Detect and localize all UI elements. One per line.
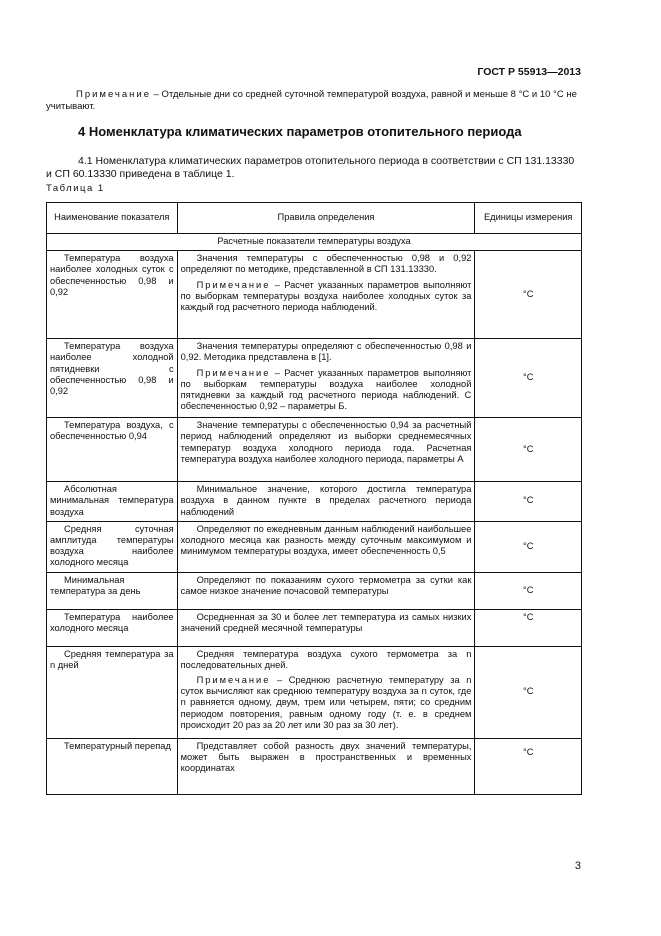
param-name xyxy=(47,251,178,339)
param-name xyxy=(47,418,178,482)
header-name: Наименование показателя xyxy=(47,203,178,234)
param-name-text: Средняя температура за n дней xyxy=(50,648,174,670)
table-header-row xyxy=(47,203,582,234)
table-row xyxy=(47,418,582,482)
param-rule xyxy=(177,609,475,646)
rule-text: Представляет собой разность двух значений температуры, может быть выражен в пространственных и временных координатах xyxy=(180,740,472,774)
header-unit: Единицы измерения xyxy=(475,203,582,234)
param-rule xyxy=(177,418,475,482)
note-label: Примечание xyxy=(196,367,271,378)
note-label: Примечание xyxy=(196,279,271,290)
section-row-label: Расчетные показатели температуры воздуха xyxy=(47,234,582,251)
param-unit: °С xyxy=(475,738,582,794)
page-number: 3 xyxy=(574,860,581,872)
param-rule xyxy=(177,646,475,738)
paragraph-4-1 xyxy=(46,155,581,181)
param-name-text: Минимальная температура за день xyxy=(50,574,141,596)
rule-text: Значение температуры с обеспеченностью 0,94 за расчетный период наблюдений определяют из выборки среднемесячных температур воздуха холодного периода года. Расчетная температура воздуха наиболее холодного периода, параметры А xyxy=(180,420,472,464)
table-row xyxy=(47,521,582,572)
paragraph-4-1-text: 4.1 Номенклатура климатических параметров отопительного периода в соответствии с СП 131.13330 и СП 60.13330 приведена в таблице 1. xyxy=(46,155,575,180)
table-caption: Таблица 1 xyxy=(46,183,105,194)
param-name-text: Температура воздуха наиболее холодной пятидневки с обеспеченностью 0,98 и 0,92 xyxy=(50,341,174,397)
param-rule xyxy=(177,738,475,794)
table-row xyxy=(47,482,582,522)
rule-text: Значения температуры с обеспеченностью 0,98 и 0,92 определяют по методике, представленной в СП 131.13330. xyxy=(180,253,472,275)
table-row xyxy=(47,646,582,738)
param-unit: °С xyxy=(475,646,582,738)
param-name-text: Средняя суточная амплитуда температуры воздуха наиболее холодного месяца xyxy=(50,523,174,568)
param-name-text: Абсолютная минимальная температура воздуха xyxy=(50,484,174,517)
rule-text: Средняя температура воздуха сухого термометра за n последовательных дней. xyxy=(180,648,472,670)
param-unit: °С xyxy=(475,482,582,522)
header-rule: Правила определения xyxy=(177,203,475,234)
param-name xyxy=(47,646,178,738)
note-text: – Среднюю расчетную температуру за n суток вычисляют как среднюю температуру воздуха за n суток, где n равняется одному, двум, трем или четырем, пяти; со средним периодом повторения, равным одному году (т. е. в среднем происходит 20 раз за 20 лет или 30 раз за 30 лет). xyxy=(180,675,472,730)
rule-note xyxy=(181,675,472,731)
document-code: ГОСТ Р 55913—2013 xyxy=(477,66,581,78)
param-name-text: Температура наиболее холодного месяца xyxy=(50,611,174,633)
param-name xyxy=(47,339,178,418)
param-unit: °С xyxy=(475,251,582,339)
param-unit: °С xyxy=(475,572,582,609)
climate-parameters-table xyxy=(46,202,582,795)
section-title: 4 Номенклатура климатических параметров отопительного периода xyxy=(78,124,522,139)
param-unit: °С xyxy=(475,609,582,646)
param-name xyxy=(47,738,178,794)
table-row xyxy=(47,339,582,418)
param-rule xyxy=(177,251,475,339)
rule-text: Значения температуры определяют с обеспеченностью 0,98 и 0,92. Методика представлена в [1]. xyxy=(180,341,472,363)
rule-text: Минимальное значение, которого достигла температура воздуха в данном пункте в пределах расчетного периода наблюдений xyxy=(180,484,472,517)
param-rule xyxy=(177,482,475,522)
rule-text: Определяют по показаниям сухого термометра за сутки как самое низкое значение почасовой температуры xyxy=(180,574,472,596)
param-name-text: Температура воздуха наиболее холодных суток с обеспеченностью 0,98 и 0,92 xyxy=(50,253,174,297)
param-unit: °С xyxy=(475,418,582,482)
param-name-text: Температурный перепад xyxy=(64,740,171,751)
note-paragraph xyxy=(46,89,581,113)
rule-note xyxy=(181,368,472,413)
param-name xyxy=(47,609,178,646)
rule-text: Осредненная за 30 и более лет температура из самых низких значений средней месячной температуры xyxy=(180,611,472,633)
table-row xyxy=(47,609,582,646)
param-rule xyxy=(177,339,475,418)
param-name xyxy=(47,521,178,572)
rule-text: Определяют по ежедневным данным наблюдений наибольшее холодного месяца как разность между суточным максимумом и минимумом температуры воздуха, имеет обеспеченность 0,5 xyxy=(180,523,472,557)
param-name xyxy=(47,482,178,522)
table-row xyxy=(47,251,582,339)
table-row xyxy=(47,738,582,794)
note-text: – Расчет указанных параметров выполняют по выборкам температуры воздуха наиболее холодной пятидневки за каждый год расчетного периода наблюдений. С обеспеченностью 0,92 – параметры Б. xyxy=(180,367,472,412)
param-rule xyxy=(177,572,475,609)
table-row xyxy=(47,572,582,609)
param-name-text: Температура воздуха, с обеспеченностью 0,94 xyxy=(50,420,174,442)
param-rule xyxy=(177,521,475,572)
note-label: Примечание xyxy=(76,89,151,100)
note-text: – Расчет указанных параметров выполняют по выборкам температуры воздуха наиболее холодных суток за каждый год расчетного периода наблюдений. xyxy=(180,279,472,313)
param-unit: °С xyxy=(475,521,582,572)
note-label: Примечание xyxy=(196,675,271,686)
param-name xyxy=(47,572,178,609)
rule-note xyxy=(181,280,472,314)
table-section-row xyxy=(47,234,582,251)
param-unit: °С xyxy=(475,339,582,418)
note-text: – Отдельные дни со средней суточной температурой воздуха, равной и меньше 8 °С и 10 °С не учитывают. xyxy=(46,89,577,112)
